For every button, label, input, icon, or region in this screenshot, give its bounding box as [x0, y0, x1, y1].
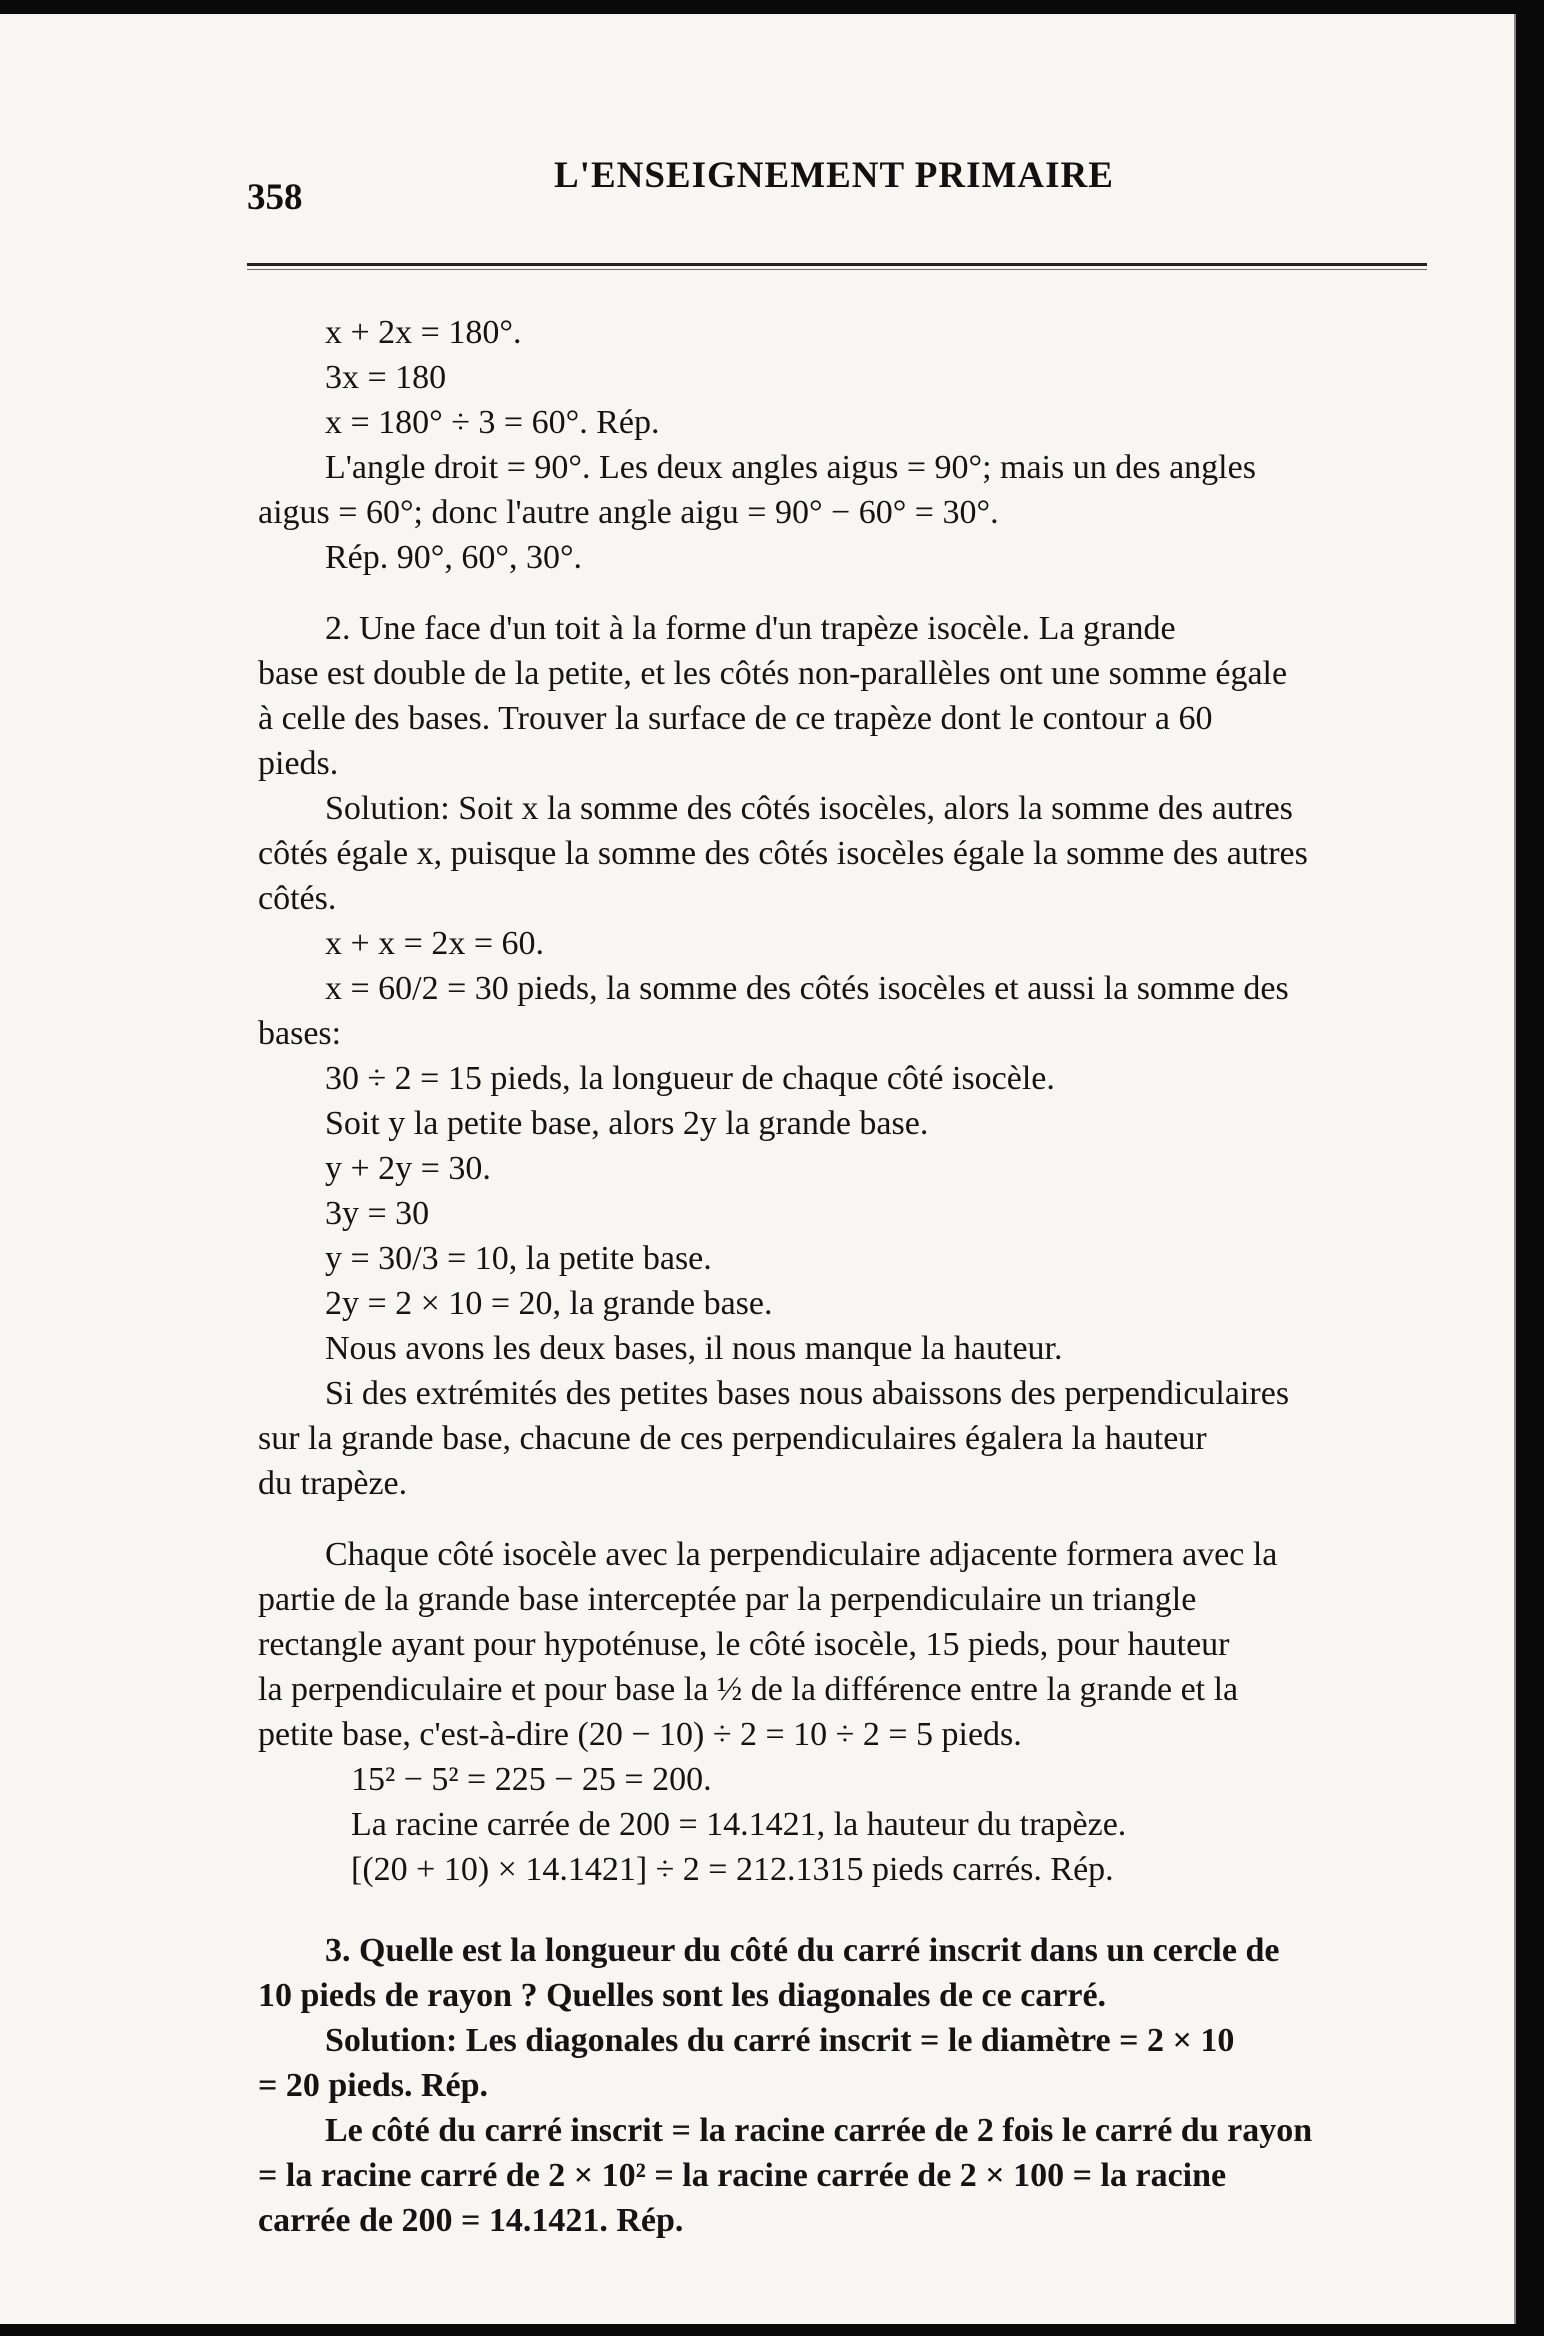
- text-line: Le côté du carré inscrit = la racine carrée de 2 fois le carré du rayon: [325, 2112, 1313, 2149]
- text-line: [(20 + 10) × 14.1421] ÷ 2 = 212.1315 pieds carrés. Rép.: [351, 1851, 1114, 1888]
- page-header: [247, 154, 1447, 218]
- text-line: Si des extrémités des petites bases nous abaissons des perpendiculaires: [325, 1375, 1290, 1412]
- text-line: aigus = 60°; donc l'autre angle aigu = 90° − 60° = 30°.: [258, 494, 999, 531]
- text-line: carrée de 200 = 14.1421. Rép.: [258, 2202, 684, 2239]
- solution-line: Solution: Soit x la somme des côtés isocèles, alors la somme des autres: [325, 790, 1293, 827]
- text-line: Nous avons les deux bases, il nous manque la hauteur.: [325, 1330, 1063, 1367]
- text-line: = la racine carré de 2 × 10² = la racine carrée de 2 × 100 = la racine: [258, 2157, 1227, 2194]
- text-line: x + 2x = 180°.: [325, 314, 522, 351]
- text-line: 2y = 2 × 10 = 20, la grande base.: [325, 1285, 773, 1322]
- text-line: 15² − 5² = 225 − 25 = 200.: [351, 1761, 712, 1798]
- text-line: = 20 pieds. Rép.: [258, 2067, 489, 2104]
- text-line: sur la grande base, chacune de ces perpendiculaires égalera la hauteur: [258, 1420, 1207, 1457]
- text-line: rectangle ayant pour hypoténuse, le côté isocèle, 15 pieds, pour hauteur: [258, 1626, 1230, 1663]
- text-line: à celle des bases. Trouver la surface de ce trapèze dont le contour a 60: [258, 700, 1213, 737]
- text-line: la perpendiculaire et pour base la ½ de la différence entre la grande et la: [258, 1671, 1239, 1708]
- text-line: y + 2y = 30.: [325, 1150, 491, 1187]
- page-number: 358: [247, 177, 303, 218]
- text-line: Chaque côté isocèle avec la perpendiculaire adjacente formera avec la: [325, 1536, 1278, 1573]
- text-line: y = 30/3 = 10, la petite base.: [325, 1240, 712, 1277]
- text-line: x = 180° ÷ 3 = 60°. Rép.: [325, 404, 660, 441]
- text-line: 10 pieds de rayon ? Quelles sont les diagonales de ce carré.: [258, 1977, 1107, 2014]
- text-line: La racine carrée de 200 = 14.1421, la hauteur du trapèze.: [351, 1806, 1127, 1843]
- text-line: x = 60/2 = 30 pieds, la somme des côtés isocèles et aussi la somme des: [325, 970, 1289, 1007]
- text-line: base est double de la petite, et les côtés non-parallèles ont une somme égale: [258, 655, 1288, 692]
- solution-line: Solution: Les diagonales du carré inscrit = le diamètre = 2 × 10: [325, 2022, 1235, 2059]
- text-line: L'angle droit = 90°. Les deux angles aigus = 90°; mais un des angles: [325, 449, 1256, 486]
- text-line: Rép. 90°, 60°, 30°.: [325, 539, 583, 576]
- text-line: partie de la grande base interceptée par la perpendiculaire un triangle: [258, 1581, 1197, 1618]
- text-line: 3x = 180: [325, 359, 447, 396]
- text-line: x + x = 2x = 60.: [325, 925, 545, 962]
- text-line: 30 ÷ 2 = 15 pieds, la longueur de chaque côté isocèle.: [325, 1060, 1055, 1097]
- text-line: côtés égale x, puisque la somme des côtés isocèles égale la somme des autres: [258, 835, 1308, 872]
- text-line: pieds.: [258, 745, 339, 782]
- text-line: côtés.: [258, 880, 337, 917]
- text-line: petite base, c'est-à-dire (20 − 10) ÷ 2 = 10 ÷ 2 = 5 pieds.: [258, 1716, 1022, 1753]
- text-line: du trapèze.: [258, 1465, 408, 1502]
- text-line: 3y = 30: [325, 1195, 430, 1232]
- header-rule: [247, 263, 1427, 270]
- problem-2-line: 2. Une face d'un toit à la forme d'un trapèze isocèle. La grande: [325, 610, 1176, 647]
- text-line: bases:: [258, 1015, 342, 1052]
- problem-3-line: 3. Quelle est la longueur du côté du carré inscrit dans un cercle de: [325, 1932, 1280, 1969]
- book-page: [0, 14, 1516, 2324]
- running-title: L'ENSEIGNEMENT PRIMAIRE: [554, 155, 1114, 196]
- page-body: [258, 310, 1458, 2243]
- text-line: Soit y la petite base, alors 2y la grande base.: [325, 1105, 929, 1142]
